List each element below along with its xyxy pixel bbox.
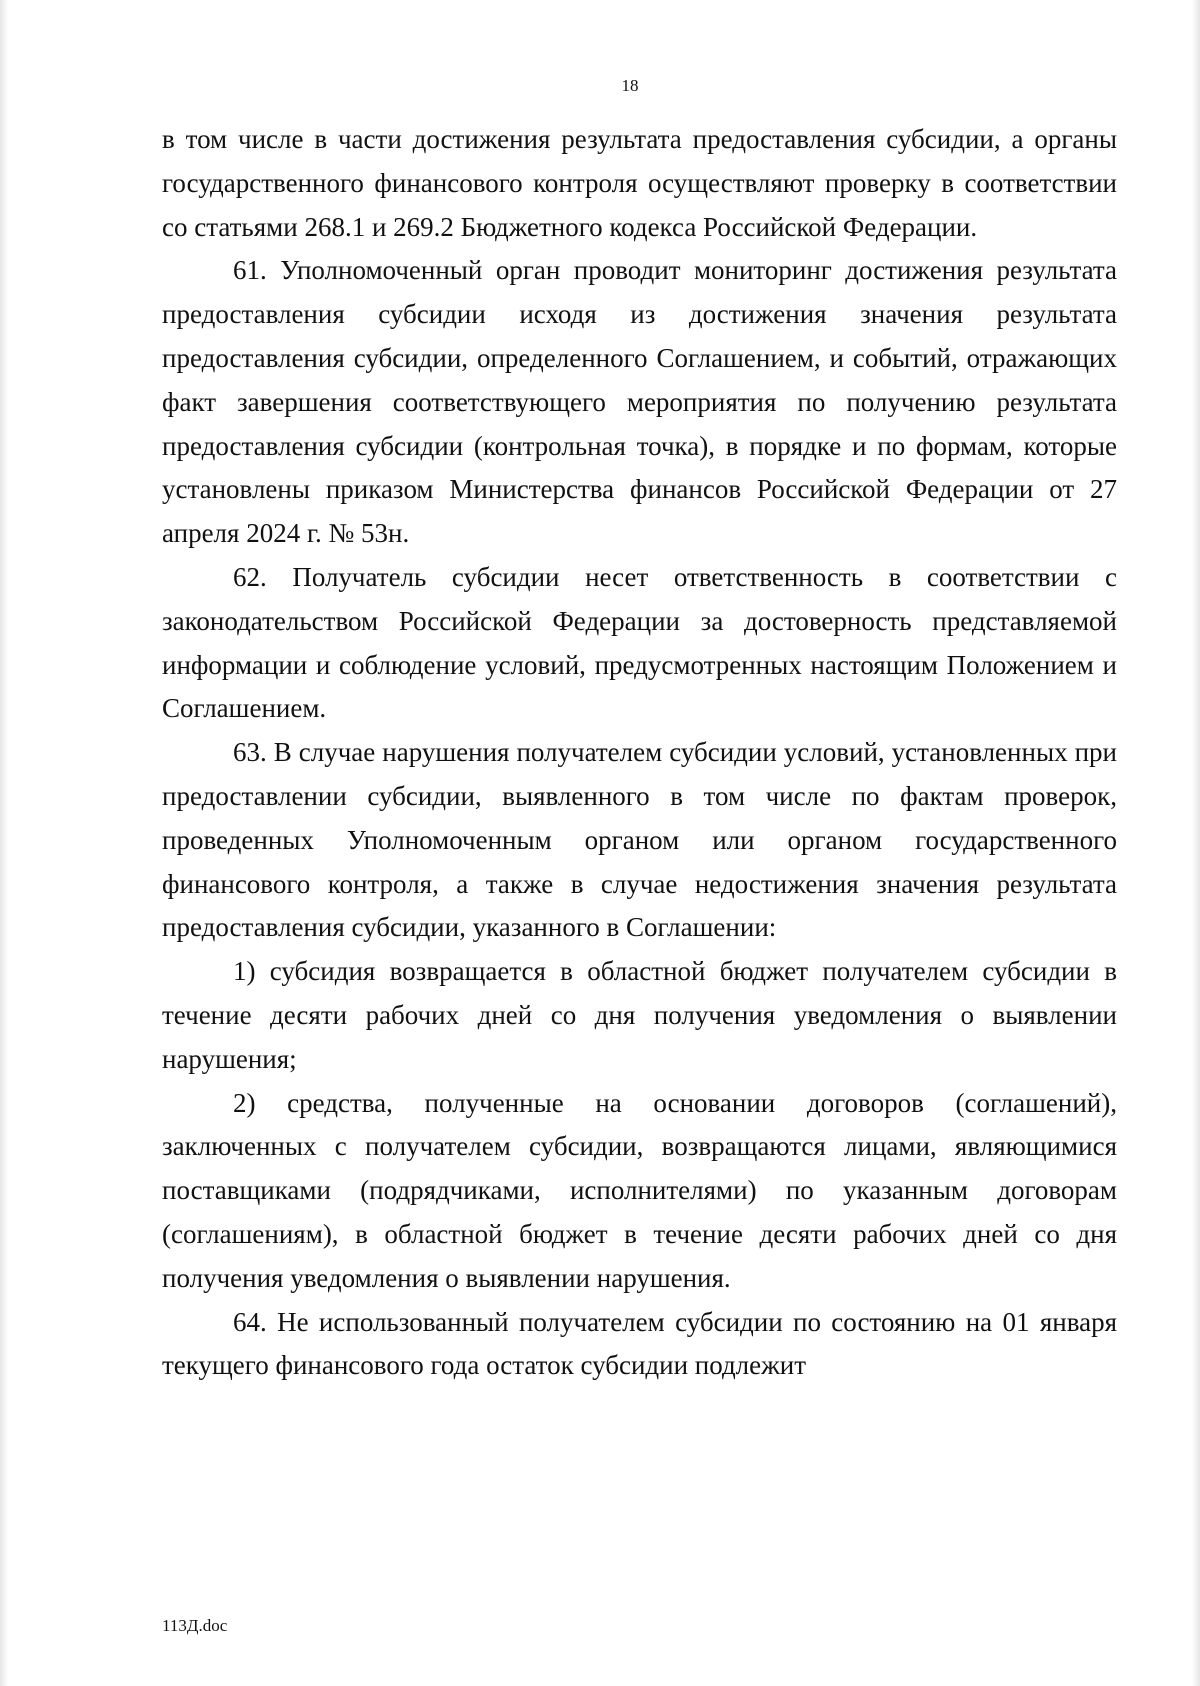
footer-doc-name: 113Д.doc bbox=[162, 1616, 228, 1635]
paragraph-64: 64. Не использованный получателем субсидии по состоянию на 01 января текущего финансового года остаток субсидии подлежит bbox=[162, 1306, 1117, 1381]
paragraph-61: 61. Уполномоченный орган проводит мониторинг достижения результата предоставления субсидии исходя из достижения значения результата предоставления субсидии, определенного Соглашением, и событий, отражающих факт завершения соответствующего мероприятия по получению результата предоставления субсидии (контрольная точка), в порядке и по формам, которые установлены приказом Министерства финансов Российской Федерации от 27 апреля 2024 г. № 53н. bbox=[162, 255, 1117, 549]
list-item-2: 2) средства, полученные на основании договоров (соглашений), заключенных с получателем субсидии, возвращаются лицами, являющимися поставщиками (подрядчиками, исполнителями) по указанным договорам (соглашениям), в областной бюджет в течение десяти рабочих дней со дня получения уведомления о выявлении нарушения. bbox=[162, 1087, 1117, 1293]
list-item-1: 1) субсидия возвращается в областной бюджет получателем субсидии в течение десяти рабочих дней со дня получения уведомления о выявлении нарушения; bbox=[162, 956, 1117, 1074]
page-number: 18 bbox=[621, 76, 639, 95]
paragraph-continuation: в том числе в части достижения результата предоставления субсидии, а органы государственного финансового контроля осуществляют проверку в соответствии со статьями 268.1 и 269.2 Бюджетного кодекса Российской Федерации. bbox=[162, 124, 1117, 242]
scan-edge-left bbox=[0, 0, 8, 1686]
paragraph-63: 63. В случае нарушения получателем субсидии условий, установленных при предоставлении субсидии, выявленного в том числе по фактам проверок, проведенных Уполномоченным органом или органом государственного финансового контроля, а также в случае недостижения значения результата предоставления субсидии, указанного в Соглашении: bbox=[162, 737, 1117, 943]
scan-edge-right bbox=[1192, 0, 1200, 1686]
document-body bbox=[162, 118, 1117, 1388]
paragraph-62: 62. Получатель субсидии несет ответственность в соответствии с законодательством Российской Федерации за достоверность представляемой информации и соблюдение условий, предусмотренных настоящим Положением и Соглашением. bbox=[162, 561, 1117, 724]
